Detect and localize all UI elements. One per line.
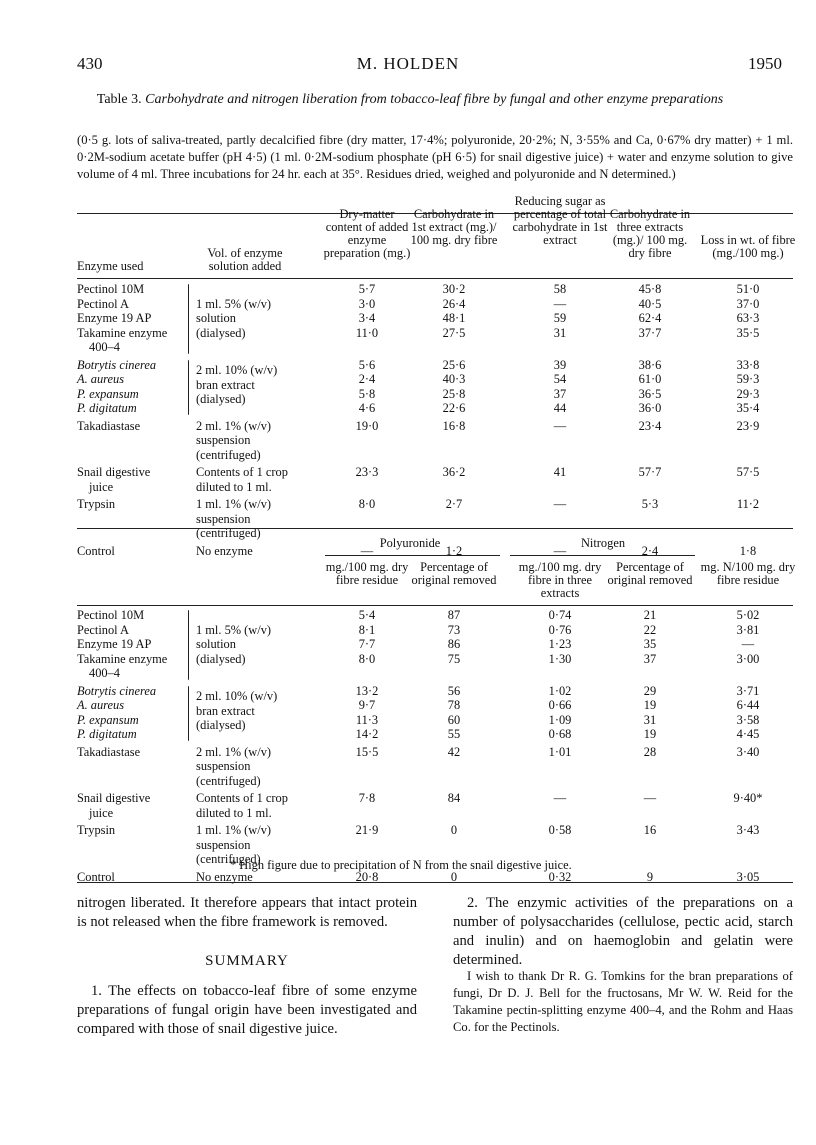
top-cell-9-1: 36·2: [442, 465, 466, 479]
bottom-cell-10-3: 16: [643, 823, 657, 837]
bottom-vol-5-0: No enzyme: [196, 869, 253, 884]
top-vol-1-1: bran extract: [196, 377, 255, 392]
top-cell-5-4: 59·3: [736, 372, 760, 386]
bottom-cell-6-2: 1·09: [548, 712, 572, 727]
bottom-header-3: Percentage of original removed: [607, 560, 693, 587]
bottom-cell-7-1: 55: [447, 727, 461, 741]
top-cell-9-0: 23·3: [355, 465, 379, 479]
bottom-vol-2-0: 2 ml. 1% (w/v): [196, 744, 272, 759]
top-cell-1-4: 37·0: [736, 296, 760, 311]
bottom-cell-5-3: 19: [643, 698, 657, 712]
bottom-cell-8-3: 28: [643, 744, 657, 759]
top-cell-8-0: 19·0: [355, 418, 379, 433]
top-enzyme-0-1: Pectinol A: [77, 296, 129, 311]
top-header-rule: [77, 278, 793, 279]
top-cell-5-3: 61·0: [638, 372, 662, 386]
bottom-enzyme-3-1: juice: [89, 805, 114, 820]
bottom-cell-9-0: 7·8: [358, 791, 376, 805]
bottom-enzyme-0-0: Pectinol 10M: [77, 608, 145, 622]
bottom-cell-8-0: 15·5: [355, 744, 379, 759]
top-cell-0-2: 58: [553, 282, 567, 296]
top-cell-6-2: 37: [553, 386, 567, 401]
top-cell-0-3: 45·8: [638, 282, 662, 296]
top-cell-3-1: 27·5: [442, 325, 466, 340]
top-cell-7-3: 36·0: [638, 401, 662, 415]
bottom-cell-11-4: 3·05: [736, 869, 760, 884]
bottom-enzyme-4-0: Trypsin: [77, 823, 116, 837]
top-cell-6-0: 5·8: [358, 386, 376, 401]
bottom-enzyme-5-0: Control: [77, 869, 115, 884]
top-cell-0-0: 5·7: [358, 282, 376, 296]
top-vol-0-1: solution: [196, 311, 236, 325]
table-footnote: * High figure due to precipitation of N from the snail digestive juice.: [230, 858, 572, 872]
top-vol-2-1: suspension: [196, 433, 251, 447]
top-cell-6-1: 25·8: [442, 386, 466, 401]
bottom-cell-2-1: 86: [447, 637, 461, 651]
bottom-cell-9-4: 9·40*: [733, 791, 763, 805]
top-cell-4-0: 5·6: [358, 357, 376, 372]
top-cell-9-2: 41: [553, 465, 567, 479]
top-cell-11-0: —: [360, 543, 374, 558]
bottom-cell-10-1: 0: [450, 823, 458, 837]
bottom-cell-1-0: 8·1: [358, 622, 376, 637]
top-cell-0-1: 30·2: [442, 282, 466, 296]
top-header-6: Loss in wt. of fibre (mg./100 mg.): [700, 233, 796, 260]
summary-point-2: 2. The enzymic activities of the preparations on a number of polysaccharides (cellulose, pectic acid, starch and inulin) and on haemoglobin and gelatin were determined.: [453, 895, 793, 968]
top-cell-10-3: 5·3: [641, 497, 659, 511]
mid-rule: [77, 528, 793, 529]
top-cell-10-1: 2·7: [445, 497, 463, 511]
top-cell-11-2: —: [553, 543, 567, 558]
top-enzyme-1-2: P. expansum: [77, 386, 139, 401]
summary-heading: SUMMARY: [205, 953, 289, 969]
top-cell-8-1: 16·8: [442, 418, 466, 433]
bottom-cell-5-0: 9·7: [358, 698, 376, 712]
bottom-cell-2-2: 1·23: [548, 637, 572, 651]
bottom-vol-0-1: solution: [196, 637, 236, 651]
top-cell-9-3: 57·7: [638, 465, 662, 479]
bottom-cell-9-1: 84: [447, 791, 461, 805]
top-vol-1-2: (dialysed): [196, 392, 246, 407]
table-label: Table 3.: [96, 92, 142, 107]
bottom-cell-3-4: 3·00: [736, 651, 760, 666]
bottom-cell-4-3: 29: [643, 683, 657, 698]
bottom-cell-11-2: 0·32: [548, 869, 572, 884]
top-cell-3-3: 37·7: [638, 325, 662, 340]
top-cell-7-2: 44: [553, 401, 567, 415]
top-cell-1-3: 40·5: [638, 296, 662, 311]
top-enzyme-0-3: Takamine enzyme: [77, 325, 168, 340]
bottom-cell-5-4: 6·44: [736, 698, 760, 712]
bottom-enzyme-0-3: Takamine enzyme: [77, 651, 168, 666]
top-cell-2-0: 3·4: [358, 311, 376, 325]
top-vol-4-0: 1 ml. 1% (w/v): [196, 497, 272, 511]
top-vol-0-2: (dialysed): [196, 325, 246, 340]
polyuronide-rule: [325, 555, 500, 556]
top-vol-2-2: (centrifuged): [196, 447, 261, 462]
bottom-brace-0: [188, 610, 189, 680]
top-cell-4-2: 39: [553, 357, 567, 372]
nitrogen-rule: [510, 555, 695, 556]
bottom-header-rule: [77, 605, 793, 606]
top-cell-4-3: 38·6: [638, 357, 662, 372]
bottom-cell-1-1: 73: [447, 622, 461, 637]
top-enzyme-1-3: P. digitatum: [77, 401, 137, 415]
top-cell-3-0: 11·0: [355, 325, 379, 340]
top-cell-10-4: 11·2: [736, 497, 760, 511]
top-enzyme-5-0: Control: [77, 543, 115, 558]
top-brace-0: [188, 284, 189, 354]
top-brace-1: [188, 360, 189, 415]
bottom-cell-11-3: 9: [646, 869, 654, 884]
bottom-cell-0-3: 21: [643, 608, 657, 622]
bottom-cell-7-4: 4·45: [736, 727, 760, 741]
bottom-cell-4-2: 1·02: [548, 683, 572, 698]
top-cell-11-4: 1·8: [739, 543, 757, 558]
top-cell-1-2: —: [553, 296, 567, 311]
bottom-cell-5-2: 0·66: [548, 698, 572, 712]
top-cell-5-0: 2·4: [358, 372, 376, 386]
top-cell-7-0: 4·6: [358, 401, 376, 415]
bottom-cell-5-1: 78: [447, 698, 461, 712]
bottom-enzyme-3-0: Snail digestive: [77, 791, 151, 805]
top-cell-7-4: 35·4: [736, 401, 760, 415]
top-enzyme-1-0: Botrytis cinerea: [77, 357, 157, 372]
group-header-nitrogen: Nitrogen: [580, 536, 626, 550]
bottom-vol-4-2: (centrifuged): [196, 852, 261, 866]
bottom-enzyme-0-1: Pectinol A: [77, 622, 129, 637]
bottom-cell-4-1: 56: [447, 683, 461, 698]
top-cell-2-1: 48·1: [442, 311, 466, 325]
top-vol-3-0: Contents of 1 crop: [196, 465, 288, 479]
bottom-header-0: mg./100 mg. dry fibre residue: [325, 560, 409, 587]
top-cell-1-1: 26·4: [442, 296, 466, 311]
left-paragraph: nitrogen liberated. It therefore appears that intact protein is not released when the fibre framework is removed.: [77, 895, 417, 930]
top-cell-6-3: 36·5: [638, 386, 662, 401]
bottom-cell-11-0: 20·8: [355, 869, 379, 884]
bottom-cell-6-0: 11·3: [355, 712, 379, 727]
acknowledgement: I wish to thank Dr R. G. Tomkins for the bran preparations of fungi, Dr D. J. Bell for the fructosans, Mr W. W. Reid for the Takamine pectin-splitting enzyme 400–4, and the Rohm and Haas Co. for the Pectinols.: [453, 969, 793, 1034]
bottom-cell-7-2: 0·68: [548, 727, 572, 741]
top-cell-4-4: 33·8: [736, 357, 760, 372]
bottom-cell-3-0: 8·0: [358, 651, 376, 666]
top-header-3: Carbohydrate in 1st extract (mg.)/ 100 mg. dry fibre: [410, 207, 498, 247]
bottom-header-1: Percentage of original removed: [411, 560, 497, 587]
top-cell-2-3: 62·4: [638, 311, 662, 325]
top-vol-0-0: 1 ml. 5% (w/v): [196, 296, 272, 311]
top-cell-11-3: 2·4: [641, 543, 659, 558]
bottom-cell-6-1: 60: [447, 712, 461, 727]
top-enzyme-3-1: juice: [89, 479, 114, 494]
top-cell-7-1: 22·6: [442, 401, 466, 415]
top-cell-8-2: —: [553, 418, 567, 433]
summary-point-1: 1. The effects on tobacco-leaf fibre of some enzyme preparations of fungal origin have been investigated and compared with those of snail digestive juice.: [77, 983, 417, 1037]
bottom-cell-11-1: 0: [450, 869, 458, 884]
top-enzyme-1-1: A. aureus: [77, 372, 125, 386]
table-bottom-rule: [77, 882, 793, 883]
top-enzyme-0-0: Pectinol 10M: [77, 282, 145, 296]
top-cell-5-1: 40·3: [442, 372, 466, 386]
bottom-cell-10-0: 21·9: [355, 823, 379, 837]
bottom-cell-3-1: 75: [447, 651, 461, 666]
bottom-cell-8-2: 1·01: [548, 744, 572, 759]
running-head-author: M. HOLDEN: [356, 54, 460, 73]
bottom-header-4: mg. N/100 mg. dry fibre residue: [700, 560, 796, 587]
top-enzyme-4-0: Trypsin: [77, 497, 116, 511]
bottom-vol-1-1: bran extract: [196, 703, 255, 718]
bottom-vol-4-0: 1 ml. 1% (w/v): [196, 823, 272, 837]
top-enzyme-2-0: Takadiastase: [77, 418, 141, 433]
bottom-cell-3-3: 37: [643, 651, 657, 666]
top-enzyme-0-2: Enzyme 19 AP: [77, 311, 152, 325]
top-vol-4-1: suspension: [196, 511, 251, 526]
bottom-cell-10-2: 0·58: [548, 823, 572, 837]
group-header-polyuronide: Polyuronide: [379, 536, 441, 550]
top-header-4: Reducing sugar as percentage of total carbohydrate in 1st extract: [512, 194, 608, 247]
bottom-cell-3-2: 1·30: [548, 651, 572, 666]
bottom-vol-4-1: suspension: [196, 837, 251, 852]
top-enzyme-3-0: Snail digestive: [77, 465, 151, 479]
top-enzyme-0-4: 400–4: [89, 340, 120, 354]
bottom-vol-2-1: suspension: [196, 759, 251, 773]
bottom-cell-6-4: 3·58: [736, 712, 760, 727]
bottom-cell-0-4: 5·02: [736, 608, 760, 622]
top-cell-3-4: 35·5: [736, 325, 760, 340]
table-title: [60, 91, 760, 109]
bottom-vol-3-1: diluted to 1 ml.: [196, 805, 272, 820]
bottom-cell-8-1: 42: [447, 744, 461, 759]
top-header-5: Carbohydrate in three extracts (mg.)/ 100 mg. dry fibre: [609, 207, 691, 260]
top-cell-8-4: 23·9: [736, 418, 760, 433]
bottom-cell-2-3: 35: [643, 637, 657, 651]
table-note: (0·5 g. lots of saliva-treated, partly decalcified fibre (dry matter, 17·4%; polyuronide, 20·2%; N, 3·55% and Ca, 0·67% dry matter) + 1 ml. 0·2M-sodium acetate buffer (pH 4·5) (1 ml. 0·2M-sodium phosphate (pH 6·5) for snail digestive juice) + water and enzyme solution to give volume of 4 ml. Three incubations for 24 hr. each at 35°. Residues dried, weighed and polyuronide and N determined.): [77, 133, 793, 181]
top-vol-1-0: 2 ml. 10% (w/v): [196, 363, 278, 378]
top-header-2: Dry-matter content of added enzyme preparation (mg.): [323, 207, 411, 260]
bottom-vol-1-2: (dialysed): [196, 718, 246, 733]
top-cell-3-2: 31: [553, 325, 567, 340]
bottom-vol-3-0: Contents of 1 crop: [196, 791, 288, 805]
top-vol-4-2: (centrifuged): [196, 526, 261, 540]
top-cell-8-3: 23·4: [638, 418, 662, 433]
bottom-enzyme-0-4: 400–4: [89, 666, 120, 680]
bottom-vol-0-0: 1 ml. 5% (w/v): [196, 622, 272, 637]
bottom-vol-1-0: 2 ml. 10% (w/v): [196, 689, 278, 704]
top-vol-3-1: diluted to 1 ml.: [196, 479, 272, 494]
top-cell-2-4: 63·3: [736, 311, 760, 325]
bottom-cell-1-3: 22: [643, 622, 657, 637]
bottom-brace-1: [188, 686, 189, 741]
bottom-cell-10-4: 3·43: [736, 823, 760, 837]
bottom-cell-4-4: 3·71: [736, 683, 760, 698]
top-cell-2-2: 59: [553, 311, 567, 325]
bottom-cell-2-0: 7·7: [358, 637, 376, 651]
bottom-cell-2-4: —: [741, 637, 755, 651]
bottom-cell-1-4: 3·81: [736, 622, 760, 637]
bottom-cell-0-1: 87: [447, 608, 461, 622]
top-cell-5-2: 54: [553, 372, 567, 386]
bottom-cell-9-2: —: [553, 791, 567, 805]
top-cell-11-1: 1·2: [445, 543, 463, 558]
bottom-cell-7-3: 19: [643, 727, 657, 741]
bottom-enzyme-2-0: Takadiastase: [77, 744, 141, 759]
top-cell-1-0: 3·0: [358, 296, 376, 311]
bottom-cell-1-2: 0·76: [548, 622, 572, 637]
bottom-vol-2-2: (centrifuged): [196, 773, 261, 788]
top-cell-6-4: 29·3: [736, 386, 760, 401]
bottom-cell-0-2: 0·74: [548, 608, 572, 622]
bottom-cell-9-3: —: [643, 791, 657, 805]
top-cell-10-2: —: [553, 497, 567, 511]
bottom-enzyme-0-2: Enzyme 19 AP: [77, 637, 152, 651]
bottom-cell-4-0: 13·2: [355, 683, 379, 698]
bottom-cell-8-4: 3·40: [736, 744, 760, 759]
top-cell-4-1: 25·6: [442, 357, 466, 372]
bottom-cell-0-0: 5·4: [358, 608, 376, 622]
top-vol-5-0: No enzyme: [196, 543, 253, 558]
bottom-cell-6-3: 31: [643, 712, 657, 727]
bottom-cell-7-0: 14·2: [355, 727, 379, 741]
bottom-header-2: mg./100 mg. dry fibre in three extracts: [518, 560, 602, 600]
bottom-enzyme-1-1: A. aureus: [77, 698, 125, 712]
bottom-vol-0-2: (dialysed): [196, 651, 246, 666]
bottom-enzyme-1-0: Botrytis cinerea: [77, 683, 157, 698]
bottom-enzyme-1-3: P. digitatum: [77, 727, 137, 741]
top-header-1: Vol. of enzyme solution added: [207, 246, 283, 273]
top-vol-2-0: 2 ml. 1% (w/v): [196, 418, 272, 433]
table-caption: Carbohydrate and nitrogen liberation from tobacco-leaf fibre by fungal and other enzyme preparations: [145, 92, 724, 107]
bottom-enzyme-1-2: P. expansum: [77, 712, 139, 727]
top-cell-9-4: 57·5: [736, 465, 760, 479]
top-cell-0-4: 51·0: [736, 282, 760, 296]
running-head-year: 1950: [748, 54, 782, 73]
top-cell-10-0: 8·0: [358, 497, 376, 511]
page-number: 430: [77, 54, 103, 73]
top-header-0: Enzyme used: [77, 259, 144, 273]
